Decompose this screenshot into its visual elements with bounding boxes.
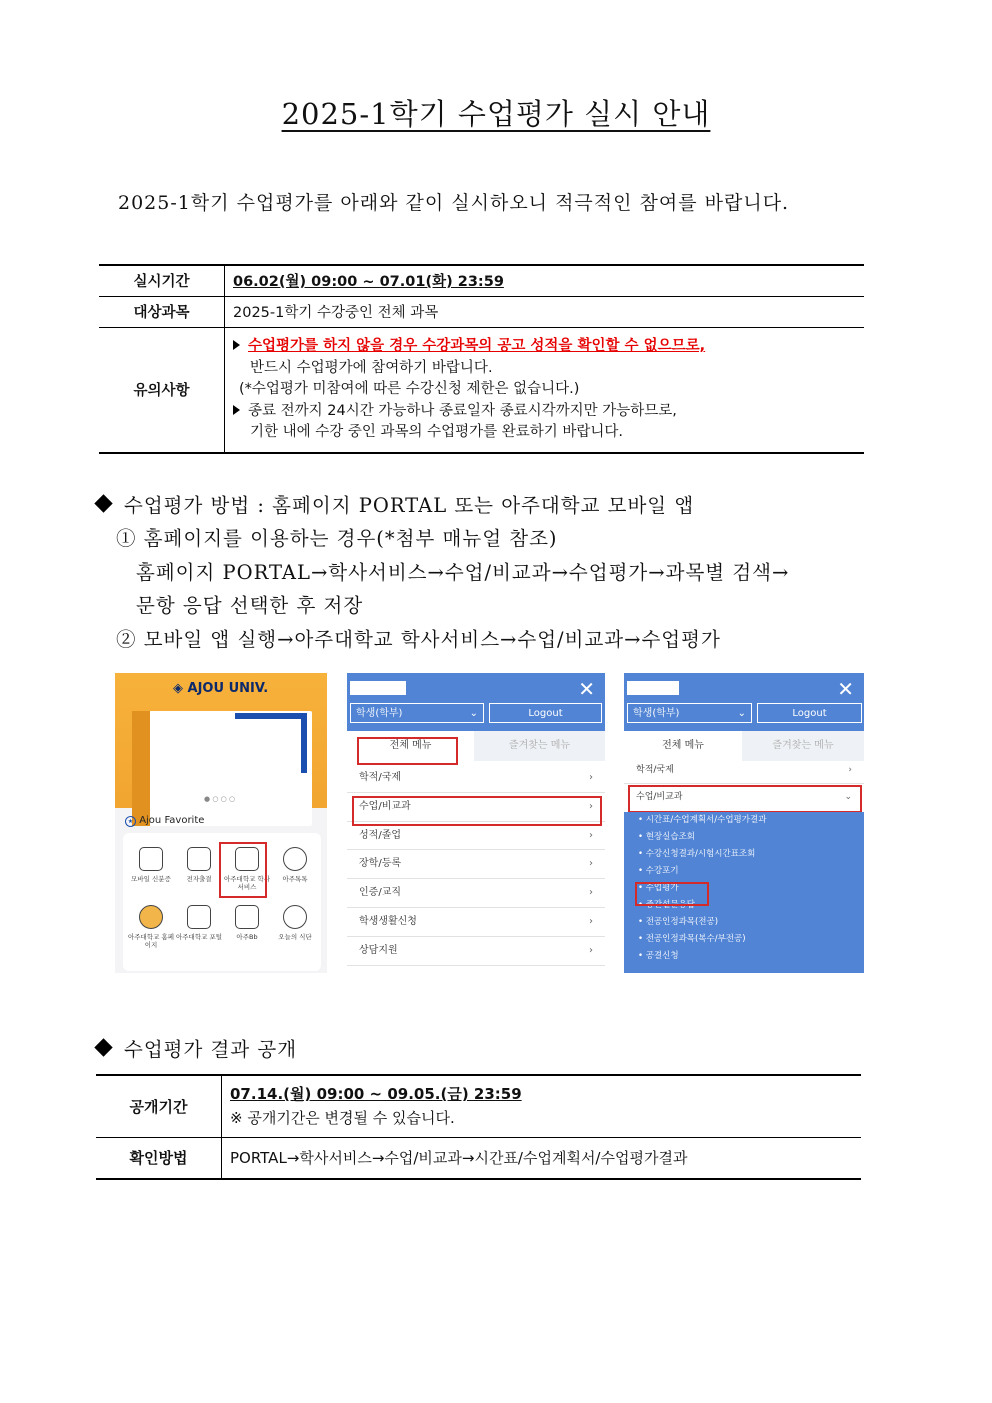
method-step1: ① 홈페이지를 이용하는 경우(*첨부 매뉴얼 참조) bbox=[116, 527, 558, 550]
submenu-screenshot bbox=[624, 673, 864, 973]
menu-item[interactable]: 학생생활신청 › bbox=[347, 908, 605, 937]
app-mobile-id[interactable]: 모바일 신분증 bbox=[127, 847, 175, 883]
note2: 종료 전까지 24시간 가능하나 종료일자 종료시각까지만 가능하므로, bbox=[248, 402, 677, 419]
page-title: 2025-1학기 수업평가 실시 안내 bbox=[281, 97, 711, 131]
result-table bbox=[96, 1074, 861, 1180]
menu-item[interactable]: 성적/졸업 › bbox=[347, 822, 605, 851]
menu-item[interactable]: 인증/교직 › bbox=[347, 879, 605, 908]
note2-continue: 기한 내에 수강 중인 과목의 수업평가를 완료하기 바랍니다. bbox=[250, 424, 624, 440]
card-accent-vertical bbox=[301, 713, 307, 773]
check-method-value: PORTAL→학사서비스→수업/비교과→시간표/수업계획서/수업평가결과 bbox=[230, 1149, 688, 1168]
close-icon[interactable]: ✕ bbox=[578, 677, 595, 701]
notes-label: 유의사항 bbox=[99, 327, 225, 453]
intro-text: 2025-1학기 수업평가를 아래와 같이 실시하오니 적극적인 참여를 바랍니다. bbox=[118, 192, 790, 214]
submenu-item[interactable]: • 전공인정과목(복수/부전공) bbox=[638, 934, 746, 944]
submenu-item[interactable]: • 시간표/수업계획서/수업평가결과 bbox=[638, 815, 767, 825]
submenu-item[interactable]: • 수강신청결과/시험시간표조회 bbox=[638, 849, 756, 859]
student-id-card bbox=[132, 711, 312, 826]
page-dots: ● ○ ○ ○ bbox=[204, 795, 236, 803]
target-value: 2025-1학기 수강중인 전체 과목 bbox=[225, 296, 865, 327]
tab-favorite-menu[interactable]: 즐겨찾는 메뉴 bbox=[742, 731, 864, 761]
submenu-item[interactable]: • 현장실습조회 bbox=[638, 832, 695, 842]
header-logo-block bbox=[350, 681, 406, 695]
menu-screenshot bbox=[347, 673, 605, 973]
chat-icon bbox=[283, 847, 307, 871]
header-logo-block bbox=[627, 681, 679, 695]
bullet-triangle-icon bbox=[233, 340, 240, 350]
app-portal[interactable]: 아주대학교 포털 bbox=[175, 905, 223, 941]
role-select[interactable]: 학생(학부) ⌄ bbox=[350, 703, 484, 723]
submenu-item[interactable]: • 전공인정과목(전공) bbox=[638, 917, 719, 927]
menu-item[interactable]: 수업/비교과 ⌄ bbox=[636, 792, 852, 802]
method-heading: 수업평가 방법 : 홈페이지 PORTAL 또는 아주대학교 모바일 앱 bbox=[97, 490, 694, 518]
highlight-box bbox=[628, 785, 862, 813]
tab-favorite-menu[interactable]: 즐겨찾는 메뉴 bbox=[474, 731, 605, 761]
app-home-screenshot bbox=[115, 673, 327, 973]
menu-item[interactable]: 수업/비교과 › bbox=[347, 793, 605, 822]
result-heading: 수업평가 결과 공개 bbox=[97, 1034, 297, 1062]
highlight-box bbox=[635, 882, 709, 906]
close-icon[interactable]: ✕ bbox=[837, 677, 854, 701]
list-icon bbox=[187, 847, 211, 871]
role-select[interactable]: 학생(학부) ⌄ bbox=[627, 703, 752, 723]
result-period-value: 07.14.(월) 09:00 ~ 09.05.(금) 23:59 bbox=[230, 1085, 522, 1104]
menu-item[interactable]: 장학/등록 › bbox=[347, 850, 605, 879]
highlight-box bbox=[352, 796, 602, 826]
logout-button[interactable]: Logout bbox=[489, 703, 602, 723]
info-table bbox=[99, 264, 864, 454]
star-icon: ★ bbox=[125, 816, 136, 827]
emblem-icon bbox=[139, 905, 163, 929]
period-value: 06.02(월) 09:00 ~ 07.01(화) 23:59 bbox=[233, 274, 504, 291]
submenu-item[interactable]: • 수강포기 bbox=[638, 866, 679, 876]
period-label: 실시기간 bbox=[99, 265, 225, 296]
target-label: 대상과목 bbox=[99, 296, 225, 327]
settings-screen-icon bbox=[235, 905, 259, 929]
app-attendance[interactable]: 전자출결 bbox=[175, 847, 223, 883]
app-academic-service[interactable]: 아주대학교 학사서비스 bbox=[223, 847, 271, 891]
menu-list bbox=[347, 764, 605, 966]
submenu-item[interactable]: • 중간설문응답 bbox=[638, 900, 695, 910]
highlight-box bbox=[219, 842, 267, 898]
check-method-label: 확인방법 bbox=[96, 1137, 222, 1179]
tab-all-menu[interactable]: 전체 메뉴 bbox=[624, 731, 742, 761]
note1-warning: 수업평가를 하지 않을 경우 수강과목의 공고 성적을 확인할 수 없으므로, bbox=[248, 338, 706, 354]
browser-e-icon bbox=[187, 905, 211, 929]
id-card-icon bbox=[139, 847, 163, 871]
dish-icon bbox=[283, 905, 307, 929]
diamond-bullet-icon bbox=[94, 1038, 112, 1056]
app-homepage[interactable]: 아주대학교 홈페이지 bbox=[127, 905, 175, 949]
note1-continue: 반드시 수업평가에 참여하기 바랍니다. bbox=[250, 359, 493, 376]
submenu-item[interactable]: • 공결신청 bbox=[638, 951, 679, 961]
menu-item[interactable]: 학적/국제 › bbox=[624, 757, 864, 784]
result-period-note: ※ 공개기간은 변경될 수 있습니다. bbox=[230, 1109, 455, 1128]
method-step2: ② 모바일 앱 실행→아주대학교 학사서비스→수업/비교과→수업평가 bbox=[116, 628, 721, 651]
method-step1-line2: 문항 응답 선택한 후 저장 bbox=[136, 594, 364, 617]
tab-all-menu[interactable]: 전체 메뉴 bbox=[347, 731, 474, 761]
result-period-label: 공개기간 bbox=[96, 1075, 222, 1137]
favorite-title: ★ Ajou Favorite bbox=[125, 815, 204, 827]
diamond-bullet-icon bbox=[94, 494, 112, 512]
highlight-box bbox=[357, 737, 458, 765]
menu-item[interactable]: 상담지원 › bbox=[347, 937, 605, 966]
app-ajou-bb[interactable]: 아주Bb bbox=[223, 905, 271, 941]
note1-paren: (*수업평가 미참여에 따른 수강신청 제한은 없습니다.) bbox=[239, 381, 580, 397]
method-step1-line1: 홈페이지 PORTAL→학사서비스→수업/비교과→수업평가→과목별 검색→ bbox=[136, 561, 790, 584]
card-accent bbox=[235, 713, 307, 719]
submenu-item[interactable]: • 수업평가 bbox=[638, 883, 679, 893]
logout-button[interactable]: Logout bbox=[757, 703, 862, 723]
app-ajou-talk[interactable]: 아주톡톡 bbox=[271, 847, 319, 883]
card-stripe bbox=[132, 711, 150, 826]
bullet-triangle-icon bbox=[233, 405, 240, 415]
menu-item[interactable]: 학적/국제 › bbox=[347, 764, 605, 793]
notes-cell bbox=[225, 327, 865, 453]
app-today-menu[interactable]: 오늘의 식단 bbox=[271, 905, 319, 941]
ajou-logo: ◈ AJOU UNIV. bbox=[173, 681, 269, 696]
